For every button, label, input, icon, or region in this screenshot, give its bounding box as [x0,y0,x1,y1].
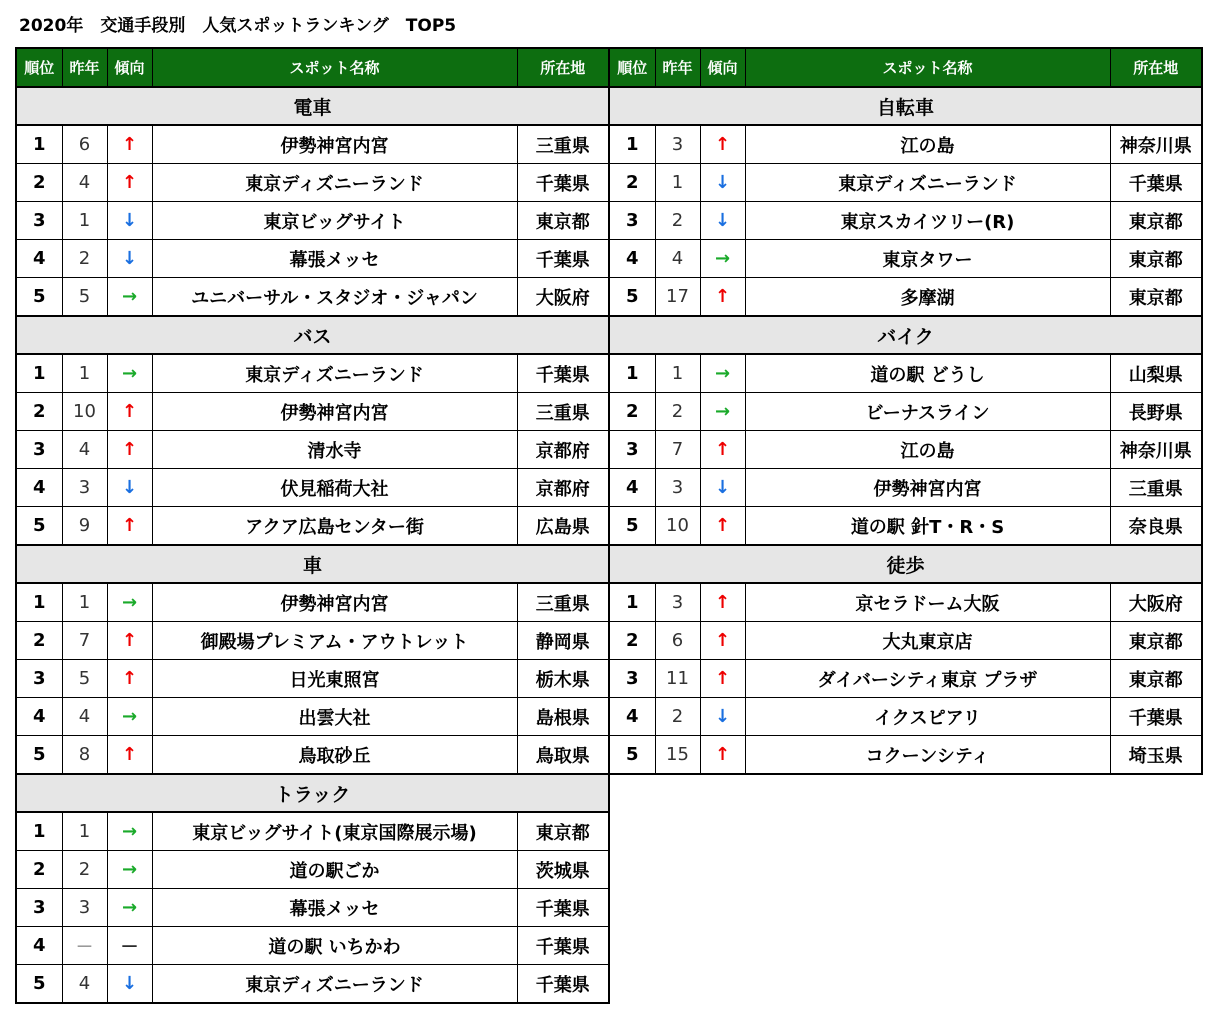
rank-cell: 1 [16,125,62,164]
section-title: 自転車 [609,87,1202,125]
header-pref: 所在地 [517,48,609,87]
section-row [609,316,1202,354]
last-year-cell: － [62,927,107,965]
trend-down-icon: ↓ [700,164,745,202]
table-row [609,698,1202,736]
header-trend: 傾向 [107,48,152,87]
trend-up-icon: ↑ [107,164,152,202]
prefecture-cell: 島根県 [517,698,609,736]
table-row [609,622,1202,660]
last-year-cell: 1 [655,354,700,393]
header-rank: 順位 [16,48,62,87]
last-year-cell: 9 [62,507,107,546]
prefecture-cell: 三重県 [517,393,609,431]
trend-up-icon: ↑ [107,507,152,546]
section-title: 電車 [16,87,609,125]
table-row [609,736,1202,775]
table-row [16,889,609,927]
prefecture-cell: 東京都 [1110,240,1202,278]
prefecture-cell: 京都府 [517,469,609,507]
table-row [16,202,609,240]
section-row [609,87,1202,125]
spot-name-cell: 東京ディズニーランド [152,164,517,202]
spot-name-cell: 東京ディズニーランド [152,965,517,1004]
last-year-cell: 17 [655,278,700,317]
rank-cell: 4 [609,240,655,278]
spot-name-cell: 道の駅 どうし [745,354,1110,393]
rank-cell: 3 [16,660,62,698]
rank-cell: 2 [609,622,655,660]
rank-cell: 3 [16,431,62,469]
last-year-cell: 7 [62,622,107,660]
spot-name-cell: 幕張メッセ [152,889,517,927]
rank-cell: 3 [16,202,62,240]
last-year-cell: 4 [62,164,107,202]
prefecture-cell: 千葉県 [517,164,609,202]
rank-cell: 2 [16,851,62,889]
prefecture-cell: 千葉県 [1110,164,1202,202]
table-row [609,354,1202,393]
trend-down-icon: ↓ [700,202,745,240]
trend-down-icon: ↓ [700,469,745,507]
rank-cell: 4 [16,469,62,507]
prefecture-cell: 東京都 [1110,278,1202,317]
last-year-cell: 6 [62,125,107,164]
section-title: トラック [16,774,609,812]
spot-name-cell: 東京スカイツリー(R) [745,202,1110,240]
spot-name-cell: 東京ディズニーランド [745,164,1110,202]
prefecture-cell: 栃木県 [517,660,609,698]
last-year-cell: 2 [62,240,107,278]
prefecture-cell: 千葉県 [517,354,609,393]
section-title: 徒歩 [609,545,1202,583]
spot-name-cell: 鳥取砂丘 [152,736,517,775]
last-year-cell: 4 [62,431,107,469]
table-row [609,431,1202,469]
last-year-cell: 1 [62,354,107,393]
prefecture-cell: 三重県 [517,583,609,622]
table-row [16,583,609,622]
table-row [16,965,609,1004]
spot-name-cell: 御殿場プレミアム・アウトレット [152,622,517,660]
prefecture-cell: 京都府 [517,431,609,469]
header-pref: 所在地 [1110,48,1202,87]
trend-flat-icon: → [107,583,152,622]
spot-name-cell: 伏見稲荷大社 [152,469,517,507]
table-row [609,125,1202,164]
rank-cell: 4 [609,698,655,736]
trend-up-icon: ↑ [107,125,152,164]
prefecture-cell: 神奈川県 [1110,125,1202,164]
prefecture-cell: 広島県 [517,507,609,546]
last-year-cell: 3 [62,469,107,507]
last-year-cell: 4 [62,965,107,1004]
page-title: 2020年 交通手段別 人気スポットランキング TOP5 [19,16,457,36]
trend-flat-icon: → [107,851,152,889]
ranking-body-left [16,87,609,1003]
rank-cell: 2 [16,164,62,202]
last-year-cell: 3 [655,469,700,507]
table-row [609,202,1202,240]
rank-cell: 1 [609,583,655,622]
rank-cell: 5 [16,507,62,546]
ranking-table-right [608,47,1203,775]
spot-name-cell: ビーナスライン [745,393,1110,431]
trend-up-icon: ↑ [107,660,152,698]
trend-up-icon: ↑ [700,660,745,698]
rank-cell: 5 [609,736,655,775]
last-year-cell: 4 [62,698,107,736]
table-row [609,507,1202,546]
trend-down-icon: ↓ [700,698,745,736]
spot-name-cell: 伊勢神宮内宮 [152,393,517,431]
table-row [609,240,1202,278]
trend-flat-icon: → [700,393,745,431]
table-row [16,698,609,736]
spot-name-cell: ダイバーシティ東京 プラザ [745,660,1110,698]
prefecture-cell: 山梨県 [1110,354,1202,393]
prefecture-cell: 千葉県 [517,965,609,1004]
prefecture-cell: 鳥取県 [517,736,609,775]
last-year-cell: 10 [655,507,700,546]
table-row [16,660,609,698]
trend-up-icon: ↑ [700,736,745,775]
section-row [16,774,609,812]
trend-flat-icon: → [107,278,152,317]
last-year-cell: 10 [62,393,107,431]
prefecture-cell: 千葉県 [517,240,609,278]
spot-name-cell: 江の島 [745,125,1110,164]
rank-cell: 2 [609,393,655,431]
header-rank: 順位 [609,48,655,87]
table-row [16,469,609,507]
prefecture-cell: 東京都 [517,202,609,240]
spot-name-cell: 東京ディズニーランド [152,354,517,393]
section-row [609,545,1202,583]
prefecture-cell: 長野県 [1110,393,1202,431]
table-row [16,164,609,202]
table-row [16,240,609,278]
prefecture-cell: 東京都 [1110,202,1202,240]
section-row [16,87,609,125]
rank-cell: 1 [16,812,62,851]
rank-cell: 4 [609,469,655,507]
prefecture-cell: 千葉県 [1110,698,1202,736]
last-year-cell: 5 [62,278,107,317]
prefecture-cell: 静岡県 [517,622,609,660]
rank-cell: 4 [16,240,62,278]
table-header-row [609,48,1202,87]
prefecture-cell: 大阪府 [1110,583,1202,622]
rank-cell: 3 [609,660,655,698]
spot-name-cell: 京セラドーム大阪 [745,583,1110,622]
spot-name-cell: 大丸東京店 [745,622,1110,660]
spot-name-cell: 東京ビッグサイト(東京国際展示場) [152,812,517,851]
rank-cell: 3 [609,202,655,240]
header-prev: 昨年 [62,48,107,87]
table-row [16,125,609,164]
prefecture-cell: 神奈川県 [1110,431,1202,469]
spot-name-cell: 多摩湖 [745,278,1110,317]
prefecture-cell: 茨城県 [517,851,609,889]
last-year-cell: 8 [62,736,107,775]
prefecture-cell: 三重県 [517,125,609,164]
section-row [16,316,609,354]
prefecture-cell: 東京都 [517,812,609,851]
spot-name-cell: 伊勢神宮内宮 [152,125,517,164]
table-row [609,278,1202,317]
trend-flat-icon: → [107,354,152,393]
rank-cell: 3 [16,889,62,927]
table-row [16,507,609,546]
spot-name-cell: 伊勢神宮内宮 [152,583,517,622]
rank-cell: 5 [16,736,62,775]
trend-up-icon: ↑ [700,583,745,622]
trend-up-icon: ↑ [107,736,152,775]
trend-flat-icon: → [107,812,152,851]
last-year-cell: 1 [655,164,700,202]
table-row [609,393,1202,431]
last-year-cell: 5 [62,660,107,698]
prefecture-cell: 東京都 [1110,622,1202,660]
spot-name-cell: コクーンシティ [745,736,1110,775]
last-year-cell: 11 [655,660,700,698]
table-row [16,622,609,660]
spot-name-cell: 道の駅ごか [152,851,517,889]
trend-up-icon: ↑ [700,507,745,546]
last-year-cell: 2 [655,393,700,431]
table-row [609,164,1202,202]
last-year-cell: 2 [655,698,700,736]
trend-flat-icon: → [700,354,745,393]
trend-down-icon: ↓ [107,240,152,278]
section-row [16,545,609,583]
section-title: バス [16,316,609,354]
prefecture-cell: 千葉県 [517,889,609,927]
trend-down-icon: ↓ [107,469,152,507]
ranking-table-left [15,47,610,1004]
rank-cell: 2 [609,164,655,202]
prefecture-cell: 埼玉県 [1110,736,1202,775]
prefecture-cell: 奈良県 [1110,507,1202,546]
rank-cell: 1 [609,354,655,393]
spot-name-cell: 江の島 [745,431,1110,469]
last-year-cell: 15 [655,736,700,775]
rank-cell: 3 [609,431,655,469]
spot-name-cell: 伊勢神宮内宮 [745,469,1110,507]
trend-up-icon: ↑ [700,431,745,469]
trend-up-icon: ↑ [107,393,152,431]
spot-name-cell: 日光東照宮 [152,660,517,698]
section-title: バイク [609,316,1202,354]
last-year-cell: 2 [62,851,107,889]
table-row [16,278,609,317]
last-year-cell: 2 [655,202,700,240]
last-year-cell: 4 [655,240,700,278]
trend-down-icon: ↓ [107,965,152,1004]
header-trend: 傾向 [700,48,745,87]
trend-flat-icon: → [700,240,745,278]
last-year-cell: 3 [655,125,700,164]
table-row [16,851,609,889]
spot-name-cell: 道の駅 針T・R・S [745,507,1110,546]
last-year-cell: 7 [655,431,700,469]
trend-up-icon: ↑ [700,125,745,164]
last-year-cell: 3 [655,583,700,622]
header-name: スポット名称 [152,48,517,87]
rank-cell: 1 [609,125,655,164]
table-row [16,393,609,431]
spot-name-cell: 東京タワー [745,240,1110,278]
rank-cell: 4 [16,927,62,965]
table-header-row [16,48,609,87]
spot-name-cell: 東京ビッグサイト [152,202,517,240]
trend-down-icon: ↓ [107,202,152,240]
spot-name-cell: ユニバーサル・スタジオ・ジャパン [152,278,517,317]
last-year-cell: 6 [655,622,700,660]
header-prev: 昨年 [655,48,700,87]
ranking-body-right [609,87,1202,774]
table-row [16,431,609,469]
table-row [16,927,609,965]
trend-up-icon: ↑ [107,622,152,660]
table-row [609,469,1202,507]
trend-none-icon: － [107,927,152,965]
rank-cell: 1 [16,354,62,393]
trend-up-icon: ↑ [700,622,745,660]
prefecture-cell: 大阪府 [517,278,609,317]
rank-cell: 5 [609,278,655,317]
last-year-cell: 1 [62,812,107,851]
trend-flat-icon: → [107,698,152,736]
prefecture-cell: 東京都 [1110,660,1202,698]
spot-name-cell: イクスピアリ [745,698,1110,736]
table-row [609,583,1202,622]
last-year-cell: 1 [62,202,107,240]
rank-cell: 5 [16,278,62,317]
rank-cell: 4 [16,698,62,736]
spot-name-cell: 幕張メッセ [152,240,517,278]
rank-cell: 5 [609,507,655,546]
rank-cell: 2 [16,393,62,431]
prefecture-cell: 千葉県 [517,927,609,965]
spot-name-cell: 清水寺 [152,431,517,469]
last-year-cell: 1 [62,583,107,622]
header-name: スポット名称 [745,48,1110,87]
last-year-cell: 3 [62,889,107,927]
spot-name-cell: 出雲大社 [152,698,517,736]
section-title: 車 [16,545,609,583]
table-row [16,354,609,393]
trend-flat-icon: → [107,889,152,927]
spot-name-cell: アクア広島センター街 [152,507,517,546]
trend-up-icon: ↑ [700,278,745,317]
prefecture-cell: 三重県 [1110,469,1202,507]
spot-name-cell: 道の駅 いちかわ [152,927,517,965]
rank-cell: 5 [16,965,62,1004]
table-row [16,812,609,851]
rank-cell: 2 [16,622,62,660]
table-row [609,660,1202,698]
rank-cell: 1 [16,583,62,622]
trend-up-icon: ↑ [107,431,152,469]
table-row [16,736,609,775]
